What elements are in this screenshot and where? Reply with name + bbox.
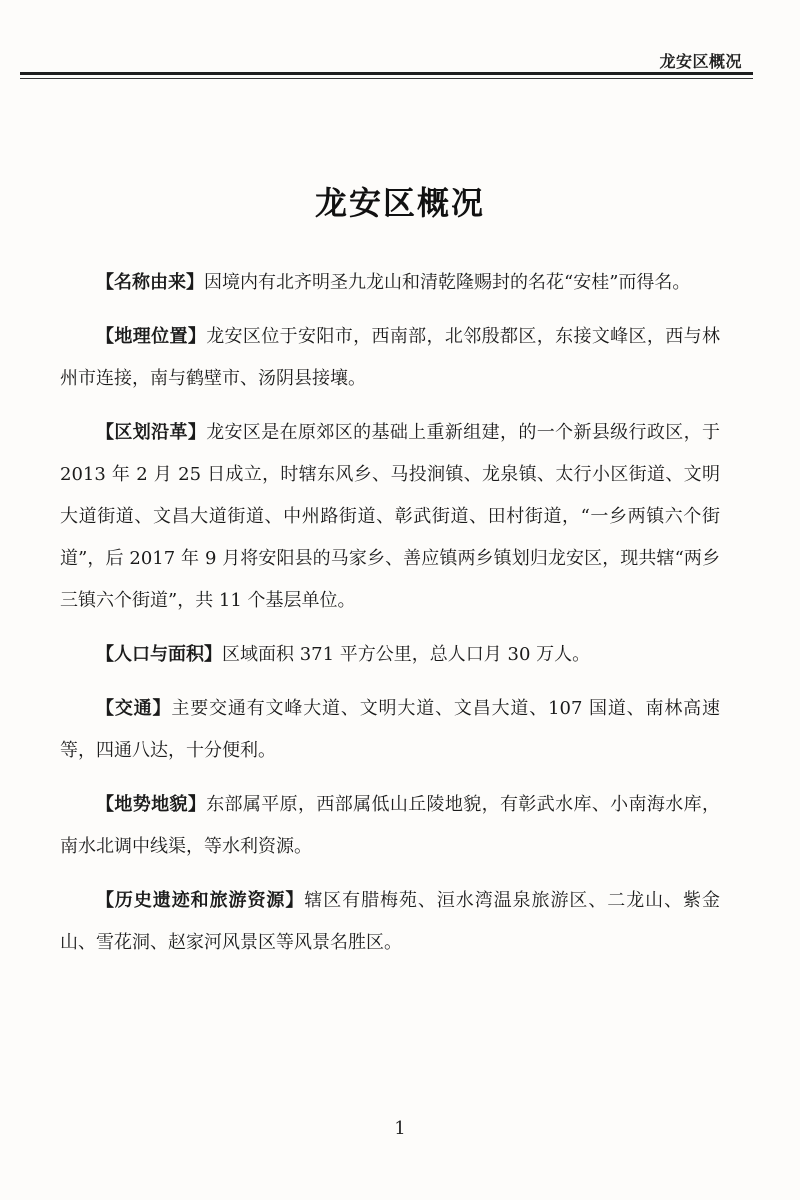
header-rule bbox=[20, 72, 753, 75]
section-transport bbox=[60, 688, 720, 772]
section-label: 【人口与面积】 bbox=[96, 644, 222, 665]
running-header: 龙安区概况 bbox=[659, 52, 742, 71]
section-label: 【交通】 bbox=[96, 698, 172, 719]
section-label: 【地势地貌】 bbox=[96, 794, 207, 815]
section-text: 龙安区位于安阳市，西南部，北邻殷都区，东接文峰区，西与林州市连接，南与鹤壁市、汤阴县接壤。 bbox=[60, 326, 721, 389]
page-number: 1 bbox=[394, 1118, 406, 1139]
section-label: 【名称由来】 bbox=[96, 272, 204, 293]
section-terrain bbox=[60, 784, 720, 868]
section-heritage-tourism bbox=[60, 880, 720, 964]
section-label: 【历史遗迹和旅游资源】 bbox=[96, 890, 305, 911]
section-label: 【地理位置】 bbox=[96, 326, 207, 347]
header-rule-thin bbox=[20, 78, 753, 79]
section-text: 主要交通有文峰大道、文明大道、文昌大道、107 国道、南林高速等，四通八达，十分便利。 bbox=[60, 698, 721, 761]
section-history-division bbox=[60, 412, 720, 622]
page-title: 龙安区概况 bbox=[314, 184, 485, 222]
section-text: 东部属平原，西部属低山丘陵地貌，有彰武水库、小南海水库，南水北调中线渠，等水利资源。 bbox=[60, 794, 721, 857]
section-text: 龙安区是在原郊区的基础上重新组建，的一个新县级行政区，于 2013 年 2 月 25 日成立，时辖东风乡、马投涧镇、龙泉镇、太行小区街道、文明大道街道、文昌大道街道、中州路街道、彰武街道、田村街道，“一乡两镇六个街道”，后 2017 年 9 月将安阳县的马家乡、善应镇两乡镇划归龙安区，现共辖“两乡三镇六个街道”，共 11 个基层单位。 bbox=[60, 422, 721, 611]
section-text: 辖区有腊梅苑、洹水湾温泉旅游区、二龙山、紫金山、雪花洞、赵家河风景区等风景名胜区。 bbox=[60, 890, 720, 953]
section-population-area bbox=[60, 634, 720, 676]
section-text: 区域面积 371 平方公里，总人口月 30 万人。 bbox=[222, 644, 591, 665]
section-text: 因境内有北齐明圣九龙山和清乾隆赐封的名花“安桂”而得名。 bbox=[204, 272, 691, 293]
section-label: 【区划沿革】 bbox=[96, 422, 207, 443]
section-name-origin bbox=[60, 262, 720, 304]
body-content bbox=[60, 262, 720, 976]
section-geography bbox=[60, 316, 720, 400]
